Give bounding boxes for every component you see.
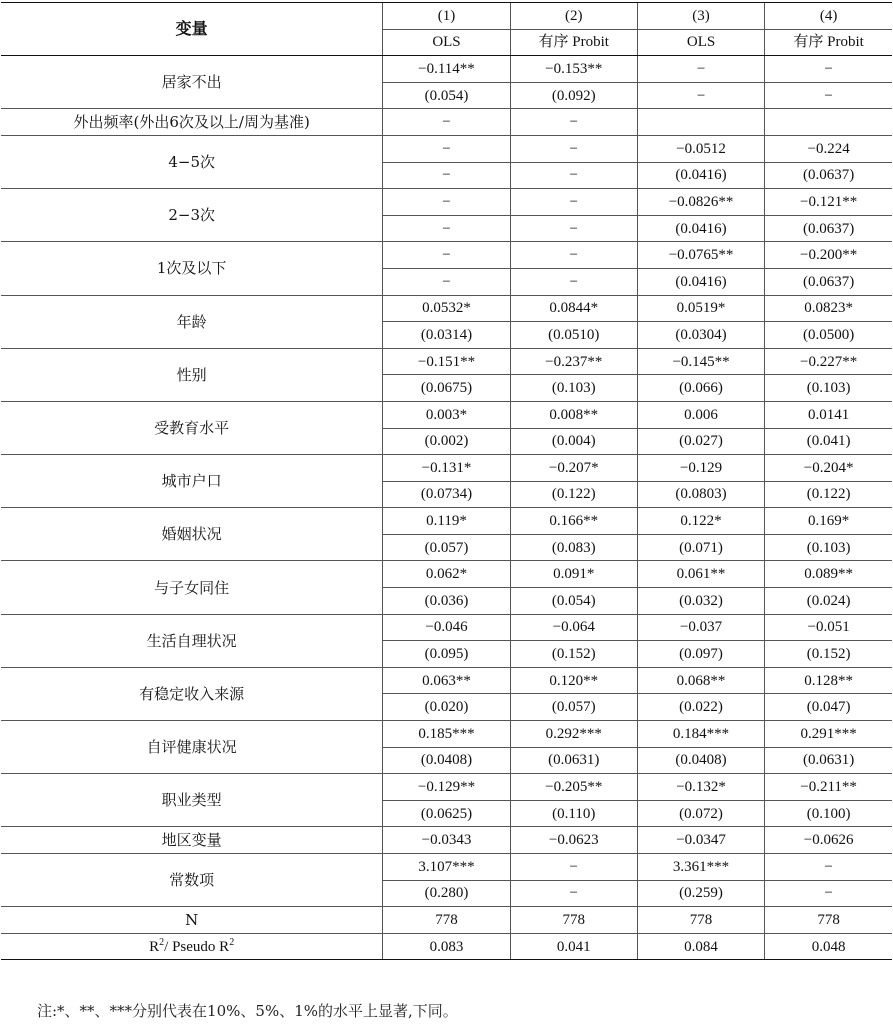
se-cell: (0.0304) xyxy=(637,322,764,349)
coef-cell: 0.063** xyxy=(383,667,510,694)
se-cell: (0.0408) xyxy=(383,747,510,774)
coef-cell: − xyxy=(510,135,637,162)
table-row-coef xyxy=(1,774,892,801)
se-cell: (0.071) xyxy=(637,534,764,561)
r2-label-pseudo: / Pseudo R xyxy=(164,938,230,955)
se-cell: (0.032) xyxy=(637,588,764,615)
r2-label-sup2: 2 xyxy=(229,936,235,948)
row-label: 年龄 xyxy=(1,295,383,348)
se-cell: (0.103) xyxy=(765,534,892,561)
value-cell: − xyxy=(383,109,510,136)
se-cell: (0.022) xyxy=(637,694,764,721)
header-col-4-number: (4) xyxy=(765,3,892,30)
coef-cell: −0.145** xyxy=(637,348,764,375)
row-label: 自评健康状况 xyxy=(1,721,383,774)
table-row-coef xyxy=(1,854,892,881)
coef-cell: −0.131* xyxy=(383,455,510,482)
coef-cell: −0.151** xyxy=(383,348,510,375)
coef-cell: −0.205** xyxy=(510,774,637,801)
value-cell: 778 xyxy=(637,907,764,934)
se-cell: (0.054) xyxy=(510,588,637,615)
table-row-coef xyxy=(1,614,892,641)
se-cell: (0.0510) xyxy=(510,322,637,349)
se-cell: (0.110) xyxy=(510,800,637,827)
se-cell: (0.0631) xyxy=(510,747,637,774)
table-row-coef xyxy=(1,295,892,322)
se-cell: (0.152) xyxy=(510,641,637,668)
coef-cell: − xyxy=(383,189,510,216)
row-label-r2 xyxy=(1,933,383,960)
value-cell: 778 xyxy=(383,907,510,934)
se-cell: (0.097) xyxy=(637,641,764,668)
coef-cell: − xyxy=(383,242,510,269)
se-cell: − xyxy=(383,268,510,295)
coef-cell: 0.120** xyxy=(510,667,637,694)
se-cell: − xyxy=(510,215,637,242)
value-cell: 0.083 xyxy=(383,933,510,960)
coef-cell: − xyxy=(637,56,764,83)
se-cell: (0.024) xyxy=(765,588,892,615)
se-cell: (0.0625) xyxy=(383,800,510,827)
coef-cell: 0.0141 xyxy=(765,401,892,428)
se-cell: (0.095) xyxy=(383,641,510,668)
table-row-coef xyxy=(1,189,892,216)
header-variable-label: 变量 xyxy=(1,3,383,56)
table-row-coef xyxy=(1,348,892,375)
row-label: 婚姻状况 xyxy=(1,508,383,561)
header-col-1-model: OLS xyxy=(383,29,510,56)
coef-cell: 3.107*** xyxy=(383,854,510,881)
header-row-numbers xyxy=(1,3,892,30)
row-label: 常数项 xyxy=(1,854,383,907)
regression-table xyxy=(1,2,892,960)
se-cell: − xyxy=(637,82,764,109)
value-cell xyxy=(637,109,764,136)
coef-cell: 0.169* xyxy=(765,508,892,535)
row-label: 受教育水平 xyxy=(1,401,383,454)
value-cell: 778 xyxy=(510,907,637,934)
value-cell: −0.0347 xyxy=(637,827,764,854)
row-label: 1次及以下 xyxy=(1,242,383,295)
se-cell: (0.0637) xyxy=(765,162,892,189)
se-cell: (0.0408) xyxy=(637,747,764,774)
value-cell: −0.0626 xyxy=(765,827,892,854)
table-row-coef xyxy=(1,135,892,162)
coef-cell: −0.0765** xyxy=(637,242,764,269)
se-cell: (0.0734) xyxy=(383,481,510,508)
se-cell: (0.152) xyxy=(765,641,892,668)
se-cell: (0.103) xyxy=(765,375,892,402)
header-col-2-model: 有序 Probit xyxy=(510,29,637,56)
coef-cell: 0.0823* xyxy=(765,295,892,322)
coef-cell: 0.128** xyxy=(765,667,892,694)
table-row-coef xyxy=(1,242,892,269)
coef-cell: − xyxy=(765,56,892,83)
se-cell: (0.083) xyxy=(510,534,637,561)
value-cell: 0.048 xyxy=(765,933,892,960)
se-cell: (0.072) xyxy=(637,800,764,827)
value-cell: − xyxy=(510,109,637,136)
se-cell: (0.0416) xyxy=(637,215,764,242)
coef-cell: −0.207* xyxy=(510,455,637,482)
coef-cell: 0.006 xyxy=(637,401,764,428)
se-cell: (0.0416) xyxy=(637,268,764,295)
coef-cell: −0.046 xyxy=(383,614,510,641)
coef-cell: −0.129** xyxy=(383,774,510,801)
value-cell: 778 xyxy=(765,907,892,934)
se-cell: (0.122) xyxy=(510,481,637,508)
row-label: 与子女同住 xyxy=(1,561,383,614)
table-footnote: 注:*、**、***分别代表在10%、5%、1%的水平上显著,下同。 xyxy=(37,1002,458,1020)
row-label: N xyxy=(1,907,383,934)
coef-cell: 0.008** xyxy=(510,401,637,428)
table-row-coef xyxy=(1,455,892,482)
value-cell: 0.041 xyxy=(510,933,637,960)
se-cell: (0.280) xyxy=(383,880,510,907)
se-cell: − xyxy=(510,880,637,907)
coef-cell: 0.122* xyxy=(637,508,764,535)
value-cell: −0.0343 xyxy=(383,827,510,854)
coef-cell: − xyxy=(510,854,637,881)
coef-cell: −0.200** xyxy=(765,242,892,269)
se-cell: − xyxy=(383,215,510,242)
row-label: 城市户口 xyxy=(1,455,383,508)
coef-cell: −0.064 xyxy=(510,614,637,641)
value-cell xyxy=(765,109,892,136)
header-col-3-number: (3) xyxy=(637,3,764,30)
table-row xyxy=(1,827,892,854)
row-label: 4−5次 xyxy=(1,135,383,188)
r2-label-r: R xyxy=(149,938,160,955)
coef-cell: −0.051 xyxy=(765,614,892,641)
se-cell: (0.0500) xyxy=(765,322,892,349)
se-cell: (0.066) xyxy=(637,375,764,402)
coef-cell: −0.211** xyxy=(765,774,892,801)
coef-cell: 3.361*** xyxy=(637,854,764,881)
coef-cell: − xyxy=(510,242,637,269)
coef-cell: −0.129 xyxy=(637,455,764,482)
se-cell: (0.057) xyxy=(383,534,510,561)
table-row xyxy=(1,109,892,136)
table-row-coef xyxy=(1,508,892,535)
coef-cell: −0.153** xyxy=(510,56,637,83)
coef-cell: − xyxy=(765,854,892,881)
r2-label-sup: 2 xyxy=(159,936,165,948)
se-cell: (0.122) xyxy=(765,481,892,508)
se-cell: (0.054) xyxy=(383,82,510,109)
se-cell: (0.0637) xyxy=(765,268,892,295)
se-cell: (0.0637) xyxy=(765,215,892,242)
table-row-coef xyxy=(1,561,892,588)
row-label: 居家不出 xyxy=(1,56,383,109)
coef-cell: 0.291*** xyxy=(765,721,892,748)
value-cell: 0.084 xyxy=(637,933,764,960)
se-cell: (0.092) xyxy=(510,82,637,109)
se-cell: (0.027) xyxy=(637,428,764,455)
header-col-4-model: 有序 Probit xyxy=(765,29,892,56)
coef-cell: −0.204* xyxy=(765,455,892,482)
se-cell: (0.047) xyxy=(765,694,892,721)
coef-cell: −0.114** xyxy=(383,56,510,83)
row-label: 外出频率(外出6次及以上/周为基准) xyxy=(1,109,383,136)
se-cell: − xyxy=(765,880,892,907)
se-cell: (0.020) xyxy=(383,694,510,721)
coef-cell: −0.227** xyxy=(765,348,892,375)
se-cell: (0.0631) xyxy=(765,747,892,774)
header-col-1-number: (1) xyxy=(383,3,510,30)
row-label: 性别 xyxy=(1,348,383,401)
coef-cell: 0.0844* xyxy=(510,295,637,322)
table-row-coef xyxy=(1,401,892,428)
se-cell: (0.0314) xyxy=(383,322,510,349)
coef-cell: 0.062* xyxy=(383,561,510,588)
coef-cell: 0.0532* xyxy=(383,295,510,322)
coef-cell: 0.061** xyxy=(637,561,764,588)
coef-cell: −0.037 xyxy=(637,614,764,641)
coef-cell: 0.068** xyxy=(637,667,764,694)
coef-cell: 0.119* xyxy=(383,508,510,535)
table-row xyxy=(1,907,892,934)
header-col-2-number: (2) xyxy=(510,3,637,30)
coef-cell: −0.0826** xyxy=(637,189,764,216)
coef-cell: 0.0519* xyxy=(637,295,764,322)
row-label: 职业类型 xyxy=(1,774,383,827)
coef-cell: −0.224 xyxy=(765,135,892,162)
se-cell: (0.036) xyxy=(383,588,510,615)
row-label: 生活自理状况 xyxy=(1,614,383,667)
coef-cell: 0.003* xyxy=(383,401,510,428)
coef-cell: − xyxy=(510,189,637,216)
header-col-3-model: OLS xyxy=(637,29,764,56)
table-row-r2 xyxy=(1,933,892,960)
coef-cell: 0.166** xyxy=(510,508,637,535)
se-cell: (0.057) xyxy=(510,694,637,721)
coef-cell: 0.091* xyxy=(510,561,637,588)
se-cell: − xyxy=(510,268,637,295)
se-cell: (0.004) xyxy=(510,428,637,455)
row-label: 地区变量 xyxy=(1,827,383,854)
table-row-coef xyxy=(1,56,892,83)
table-row-coef xyxy=(1,667,892,694)
coef-cell: − xyxy=(383,135,510,162)
coef-cell: 0.185*** xyxy=(383,721,510,748)
se-cell: − xyxy=(510,162,637,189)
coef-cell: −0.237** xyxy=(510,348,637,375)
se-cell: (0.103) xyxy=(510,375,637,402)
row-label: 有稳定收入来源 xyxy=(1,667,383,720)
se-cell: (0.259) xyxy=(637,880,764,907)
se-cell: (0.100) xyxy=(765,800,892,827)
se-cell: (0.0675) xyxy=(383,375,510,402)
se-cell: (0.0803) xyxy=(637,481,764,508)
coef-cell: 0.292*** xyxy=(510,721,637,748)
row-label: 2−3次 xyxy=(1,189,383,242)
coef-cell: 0.089** xyxy=(765,561,892,588)
se-cell: (0.0416) xyxy=(637,162,764,189)
se-cell: − xyxy=(383,162,510,189)
se-cell: (0.041) xyxy=(765,428,892,455)
value-cell: −0.0623 xyxy=(510,827,637,854)
table-row-coef xyxy=(1,721,892,748)
coef-cell: −0.132* xyxy=(637,774,764,801)
se-cell: (0.002) xyxy=(383,428,510,455)
se-cell: − xyxy=(765,82,892,109)
coef-cell: −0.121** xyxy=(765,189,892,216)
coef-cell: −0.0512 xyxy=(637,135,764,162)
coef-cell: 0.184*** xyxy=(637,721,764,748)
